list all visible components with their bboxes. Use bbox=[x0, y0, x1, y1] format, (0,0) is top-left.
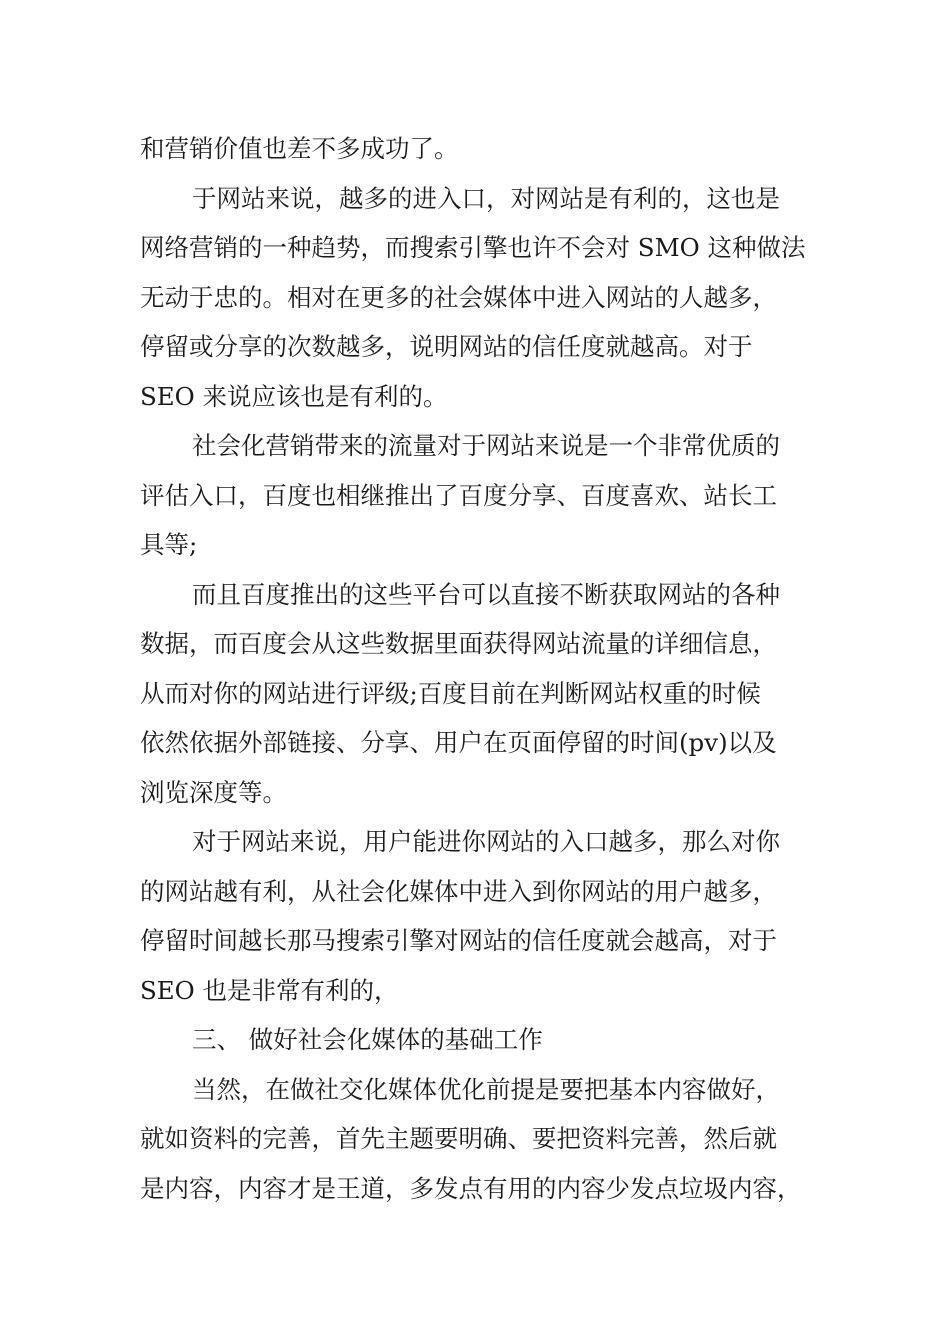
text-line: 停留时间越长那马搜索引擎对网站的信任度就会越高，对于 bbox=[140, 926, 777, 955]
text-line: 当然，在做社交化媒体优化前提是要把基本内容做好， bbox=[192, 1074, 780, 1104]
text-line: 具等; bbox=[140, 530, 198, 559]
text-line: SEO 来说应该也是有利的。 bbox=[140, 381, 448, 411]
text-line: 从而对你的网站进行评级;百度目前在判断网站权重的时候 bbox=[140, 678, 761, 708]
text-line: 评估入口，百度也相继推出了百度分享、百度喜欢、站长工 bbox=[140, 480, 777, 510]
text-line: 停留或分享的次数越多，说明网站的信任度就越高。对于 bbox=[140, 332, 753, 361]
text-line: 就如资料的完善，首先主题要明确、要把资料完善，然后就 bbox=[140, 1124, 777, 1153]
body-text bbox=[140, 124, 820, 1213]
text-line: 依然依据外部链接、分享、用户在页面停留的时间(pv)以及 bbox=[140, 728, 777, 757]
text-line: 网络营销的一种趋势，而搜索引擎也许不会对 SMO 这种做法 bbox=[140, 233, 806, 262]
text-line: 于网站来说，越多的进入口，对网站是有利的，这也是 bbox=[192, 183, 780, 213]
text-line: SEO 也是非常有利的， bbox=[140, 975, 399, 1005]
text-line: 是内容，内容才是王道，多发点有用的内容少发点垃圾内容， bbox=[140, 1173, 802, 1203]
text-line: 和营销价值也差不多成功了。 bbox=[140, 134, 459, 163]
text-line: 三、 做好社会化媒体的基础工作 bbox=[192, 1025, 543, 1054]
text-line: 无动于忠的。相对在更多的社会媒体中进入网站的人越多， bbox=[140, 282, 777, 312]
text-line: 社会化营销带来的流量对于网站来说是一个非常优质的 bbox=[192, 431, 780, 460]
text-line: 浏览深度等。 bbox=[140, 777, 287, 807]
text-line: 而且百度推出的这些平台可以直接不断获取网站的各种 bbox=[192, 579, 780, 609]
text-line: 对于网站来说，用户能进你网站的入口越多，那么对你 bbox=[192, 827, 780, 856]
text-line: 的网站越有利，从社会化媒体中进入到你网站的用户越多， bbox=[140, 876, 777, 906]
text-line: 数据，而百度会从这些数据里面获得网站流量的详细信息， bbox=[140, 629, 777, 658]
